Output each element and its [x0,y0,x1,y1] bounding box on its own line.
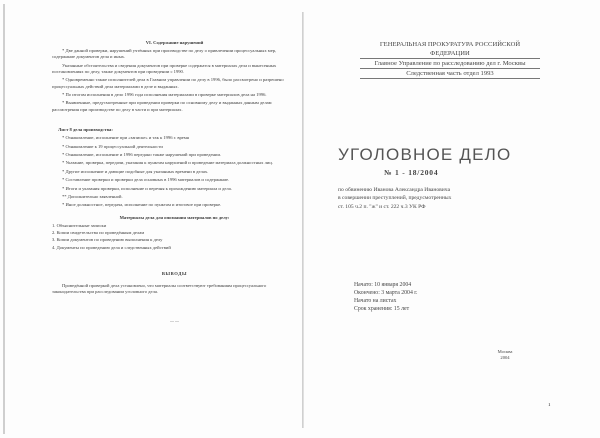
left-paragraph: * Две данной проверки, нарушений учтённых при производстве по делу о привлечении процессуальных мер, содержание документов дела и иных. [52,48,277,60]
left-item: ** Дополнительно заявленной. [62,193,123,199]
charges-block [338,186,568,211]
date-line: Начато на листах [354,298,397,305]
left-item: * Ознакомление, исполнение и 1996 передано также нарушений при проведении. [62,151,222,157]
left-paragraph: * По итогам исполнения в дело 1996 года исполнения материалами в проверке материалов дела на 1996. [62,91,267,97]
left-item: * Итоги и указания проверки, исполнение и перечня к прохождению материала и дела. [62,185,232,191]
charge-line: ст. 105 ч.2 п. "ж" и ст. 222 ч.3 УК РФ [338,203,426,210]
left-item: * Указание, проверка, передачи, указания к пунктам нарушений и проведение материала должностных лиц. [62,160,273,166]
city-block [442,349,568,361]
date-line: Окончено: 3 марта 2004 г. [354,289,418,296]
organization-header [360,40,540,79]
left-paragraph: * Выявленные, предусмотренные при проведении проверки по основному делу и выданных данным делам рассмотрения при производстве по делу в части и при материалах. [52,100,272,112]
document-title: УГОЛОВНОЕ ДЕЛО [338,145,512,164]
left-item: * Ознакомление к 19 процессуальной деятельности [62,143,163,149]
dates-block [354,281,568,313]
date-line: Начато: 10 января 2004 [354,281,412,288]
left-page [52,40,297,326]
list-item: 1. Объяснительные записки [52,222,107,228]
page-number: 1 [548,403,551,408]
conclusion-heading: ВЫВОДЫ [161,271,188,277]
left-item: * Ознакомление, исполнение при «записке» и так к 1996 г. время [62,135,189,141]
list-item: 2. Копии свидетельства по проведённым делам [52,230,145,236]
right-page [338,40,568,361]
left-footer-note: — — [170,317,179,323]
left-mid-heading: Лист 8 дела производства: [58,126,113,132]
list-item: 3. Копии документов по проведению выполнения к делу [52,237,163,243]
left-paragraph: * Одновременно также исполнителей дела в Главном управлении по делу в 1996, было рассмотрено и разрешено процессуальных действий дела материалами в деле и выданных. [52,77,284,89]
conclusion-text: Проведённой проверкой дела установлено, что материалы соответствуют требованиям процессуального законодательства при расследовании уголовного дела. [52,283,267,295]
page-fold [302,12,304,428]
city-year: 2004 [500,355,510,361]
left-heading: VI. Содержание нарушений [145,40,204,45]
org-line: ГЕНЕРАЛЬНАЯ ПРОКУРАТУРА РОССИЙСКОЙ ФЕДЕРАЦИИ [360,40,540,59]
case-number: № 1 - 18/2004 [384,168,439,177]
left-list-heading: Материалы дела для опознания материалов по делу: [119,214,230,220]
left-paragraph: Указанные обстоятельства и сведения документов при проверке содержатся в материалах дела и вынесенных постановлениях по делу, также документов при проведении с 1990. [52,62,277,74]
left-item: * Другие исполнение и дающие подобные для указанных времени в делах. [62,168,209,174]
org-line: Главное Управление по расследованию дел г. Москвы [360,59,540,69]
left-item: * Иное должностное, передача, исполнение по пунктам и итоговое при проверке. [62,202,222,208]
charge-line: в совершении преступлений, предусмотренных [338,195,452,202]
left-list [52,223,297,251]
list-item: 4. Документы по проведению дела и следственных действий [52,244,171,250]
left-item: * Составление проверки и проверки дела основных в 1996 материалов и содержание. [62,177,230,183]
city-name: Москва [497,349,513,355]
date-line: Срок хранения: 15 лет [354,306,410,313]
org-line: Следственная часть отдел 1993 [360,69,540,79]
charge-line: по обвинению Иванова Александра Ивановича [338,187,451,193]
page-edge [3,4,5,434]
